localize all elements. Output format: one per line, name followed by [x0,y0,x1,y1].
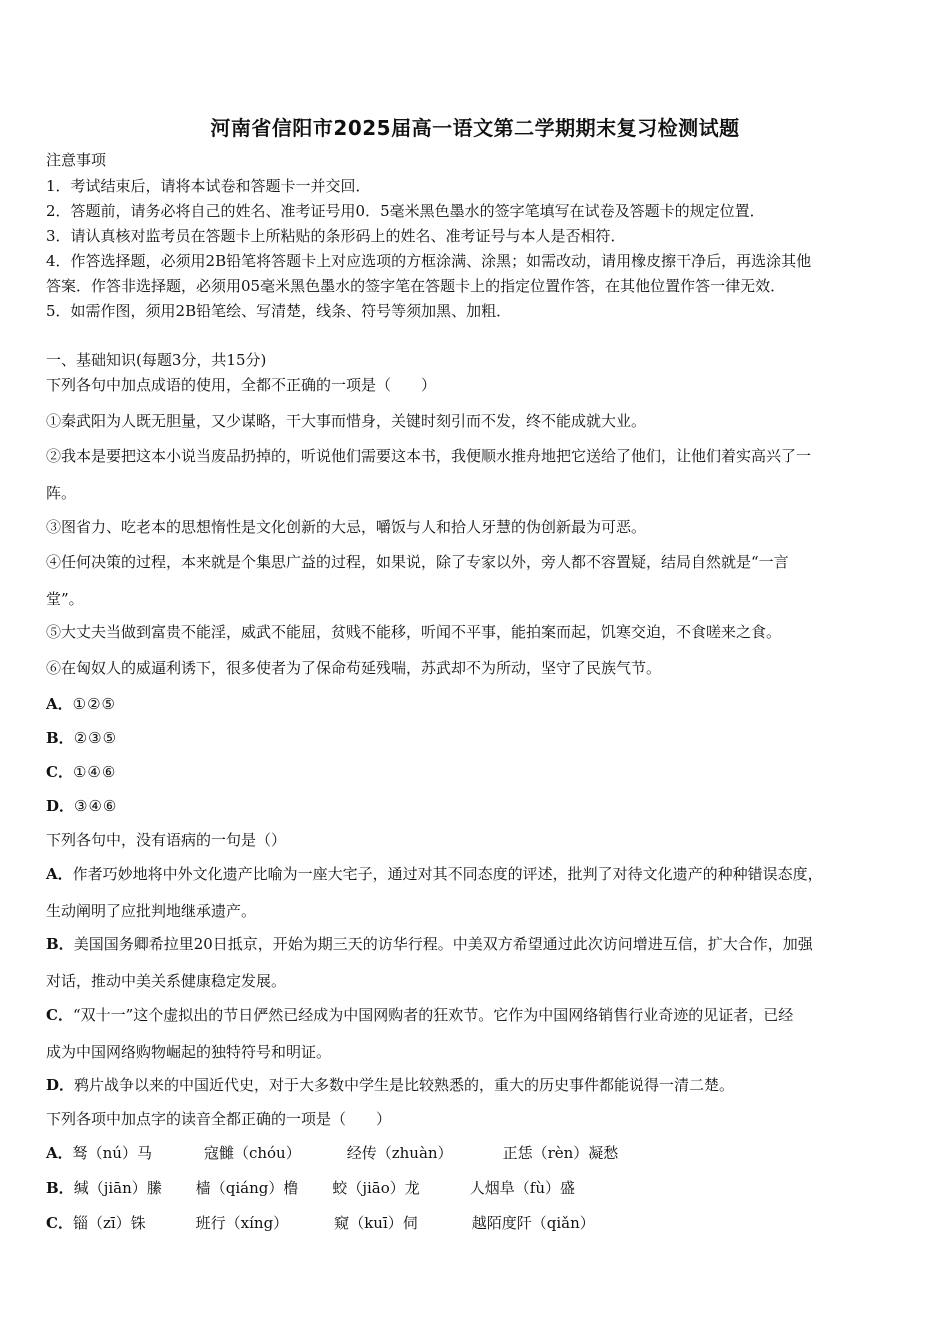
option-a [46,694,116,714]
option-label: D． [46,797,75,815]
option-item: 寇雠（chóu） [203,1144,301,1162]
q3-option-b [46,1178,575,1198]
option-item: 正恁（rèn）凝愁 [502,1144,619,1162]
option-item: 人烟阜（fù）盛 [469,1179,576,1197]
sentence: ⑥在匈奴人的威逼利诱下，很多使者为了保命苟延残喘，苏武却不为所动，坚守了民族气节。 [46,659,662,677]
option-label: A． [46,1144,73,1162]
question-stem: 下列各项中加点字的读音全都正确的一项是（ ） [46,1110,392,1128]
q2-line [46,901,256,921]
option-text: 生动阐明了应批判地继承遗产。 [46,902,257,920]
q2-line [46,1042,331,1062]
q2-line [46,934,813,954]
q3-option-c [46,1213,595,1233]
option-text: ②③⑤ [73,729,118,747]
option-label: C． [46,763,73,781]
sentence: ④任何决策的过程，本来就是个集思广益的过程，如果说，除了专家以外，旁人都不容置疑，结局自然就是“一言 [46,553,789,571]
sentence: 堂”。 [46,590,84,608]
q2-line [46,1005,793,1025]
question-stem: 下列各句中加点成语的使用，全都不正确的一项是（ ） [46,376,437,394]
option-label: C． [46,1214,73,1232]
option-item: 窥（kuī）伺 [334,1214,418,1232]
notice-item: 5．如需作图，须用2B铅笔绘、写清楚，线条、符号等须加黑、加粗． [46,302,512,320]
option-b [46,728,117,748]
option-text: 作者巧妙地将中外文化遗产比喻为一座大宅子，通过对其不同态度的评述，批判了对待文化遗产的种种错误态度， [72,865,823,883]
sentence: 阵。 [46,484,77,502]
option-item: 经传（zhuàn） [346,1144,453,1162]
option-text: 美国国务卿希拉里20日抵京，开始为期三天的访华行程。中美双方希望通过此次访问增进互信，扩大合作，加强 [73,935,813,953]
option-d [46,796,117,816]
option-label: C． [46,1006,73,1024]
section-heading: 一、基础知识(每题3分，共15分) [46,351,267,369]
sentence: ⑤大丈夫当做到富贵不能淫，威武不能屈，贫贱不能移，听闻不平事，能拍案而起，饥寒交迫，不食嗟来之食。 [46,623,782,641]
q3-option-a [46,1143,618,1163]
notice-heading: 注意事项 [46,151,107,169]
option-label: A． [46,865,73,883]
option-item: 班行（xíng） [195,1214,289,1232]
option-item: 锱（zī）铢 [72,1214,146,1232]
q2-line [46,864,823,884]
option-label: D． [46,1076,75,1094]
option-label: B． [46,935,74,953]
option-item: 樯（qiáng）橹 [195,1179,299,1197]
q2-line [46,971,286,991]
option-item: 驽（nú）马 [72,1144,152,1162]
option-item: 缄（jiān）縢 [73,1179,162,1197]
option-text: 成为中国网络购物崛起的独特符号和明证。 [46,1043,332,1061]
option-item: 蛟（jiāo）龙 [332,1179,420,1197]
option-item: 越陌度阡（qiǎn） [471,1214,595,1232]
option-c [46,762,116,782]
notice-item: 3．请认真核对监考员在答题卡上所粘贴的条形码上的姓名、准考证号与本人是否相符． [46,227,626,245]
option-label: B． [46,729,74,747]
option-label: B． [46,1179,74,1197]
option-text: ③④⑥ [74,797,118,815]
page-title: 河南省信阳市2025届高一语文第二学期期末复习检测试题 [210,116,740,140]
option-text: 对话，推动中美关系健康稳定发展。 [46,972,287,990]
sentence: ②我本是要把这本小说当废品扔掉的，听说他们需要这本书，我便顺水推舟地把它送给了他们，让他们着实高兴了一 [46,447,812,465]
question-stem: 下列各句中，没有语病的一句是（） [46,831,287,849]
option-text: ①④⑥ [72,763,117,781]
notice-item: 4．作答选择题，必须用2B铅笔将答题卡上对应选项的方框涂满、涂黑；如需改动，请用橡皮擦干净后，再选涂其他 [46,252,812,270]
notice-item: 1．考试结束后，请将本试卷和答题卡一并交回． [46,177,371,195]
notice-item: 答案．作答非选择题，必须用05毫米黑色墨水的签字笔在答题卡上的指定位置作答，在其他位置作答一律无效． [46,277,786,295]
option-text: ①②⑤ [72,695,116,713]
option-label: A． [46,695,73,713]
option-text: “双十一”这个虚拟出的节日俨然已经成为中国网购者的狂欢节。它作为中国网络销售行业奇迹的见证者，已经 [72,1006,794,1024]
sentence: ③图省力、吃老本的思想惰性是文化创新的大忌，嚼饭与人和拾人牙慧的伪创新最为可恶。 [46,518,647,536]
q2-line [46,1075,734,1095]
notice-item: 2．答题前，请务必将自己的姓名、准考证号用0．5毫米黑色墨水的签字笔填写在试卷及答题卡的规定位置． [46,202,765,220]
sentence: ①秦武阳为人既无胆量，又少谋略，干大事而惜身，关键时刻引而不发，终不能成就大业。 [46,412,647,430]
option-text: 鸦片战争以来的中国近代史，对于大多数中学生是比较熟悉的，重大的历史事件都能说得一清二楚。 [74,1076,735,1094]
